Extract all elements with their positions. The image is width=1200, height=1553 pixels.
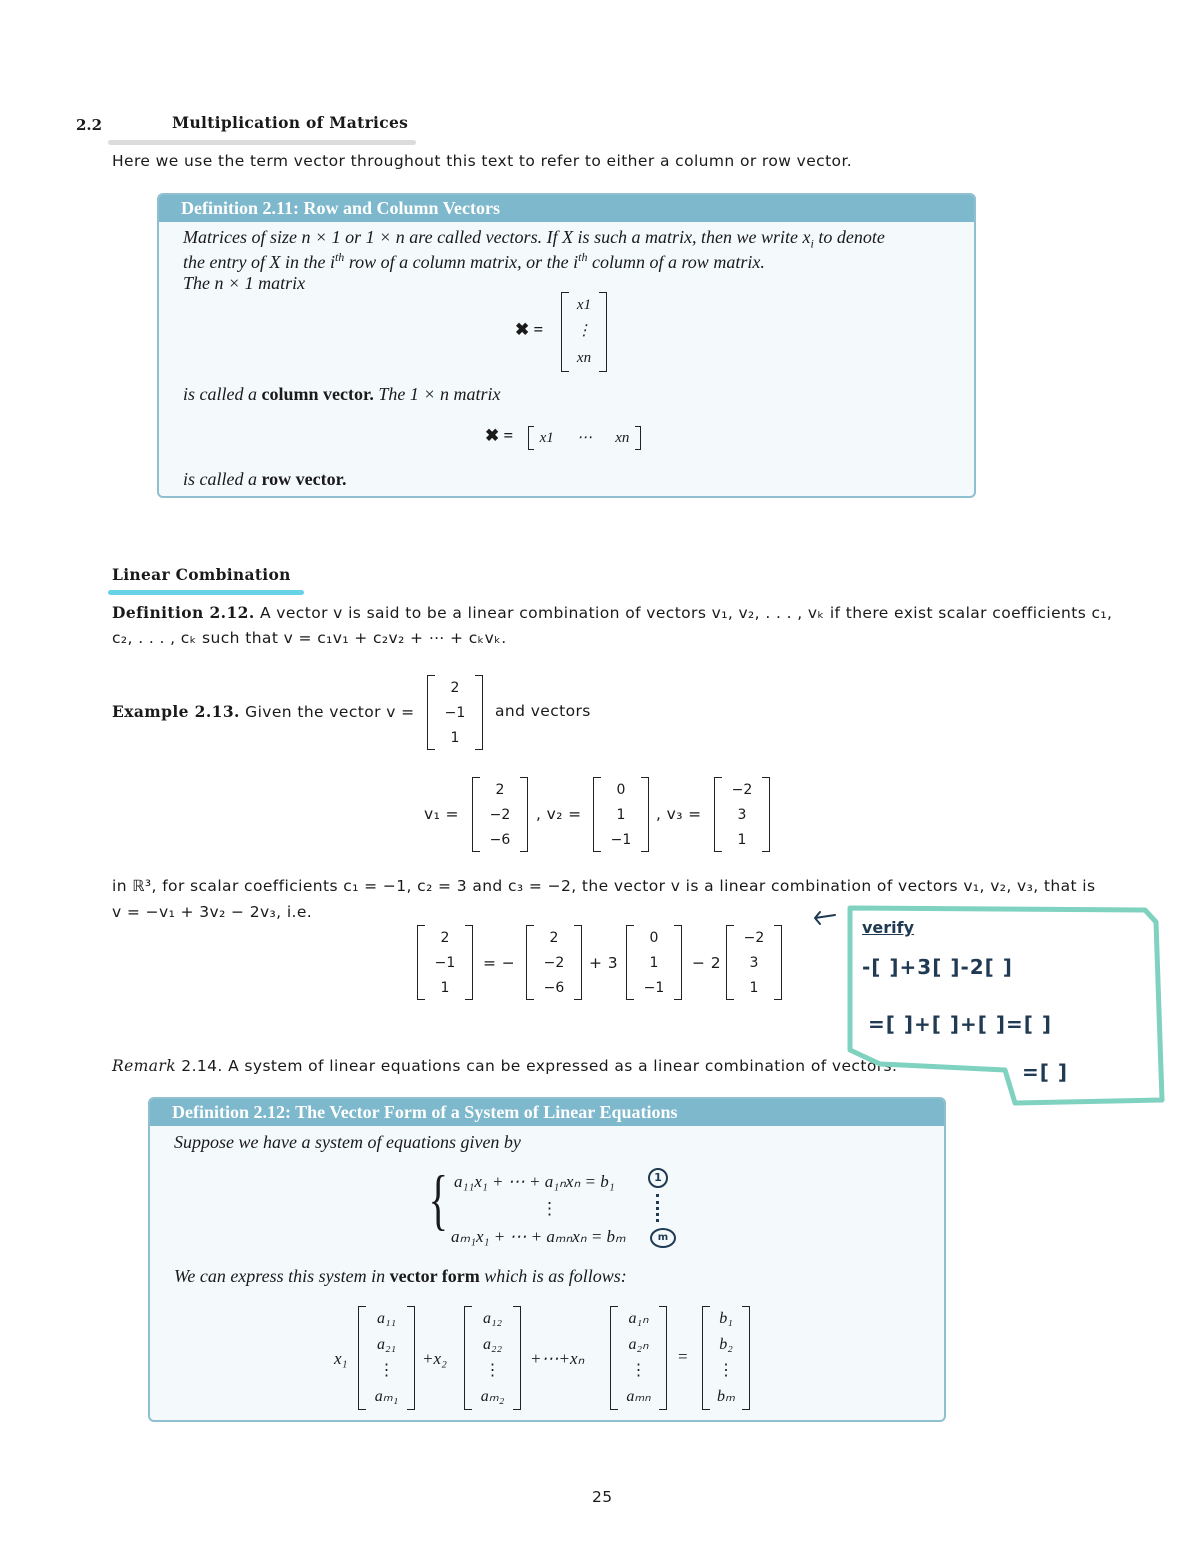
equals-sign: = <box>678 1347 688 1366</box>
column-a2: a₁₂ a₂₂ ⋮ aₘ₂ <box>464 1306 521 1410</box>
definition-text-line1: Matrices of size n × 1 or 1 × n are called vectors. If X is such a matrix, then we write $x_i$ to denote <box>183 227 885 251</box>
column-vector-matrix <box>561 292 607 372</box>
row-vector-matrix <box>528 426 641 450</box>
section-title: Multiplication of Matrices <box>172 113 409 132</box>
example-text-post: and vectors <box>495 702 591 720</box>
circled-m-icon: m <box>650 1228 676 1248</box>
matrix-entry: ⋮ <box>576 323 592 340</box>
v1-label: v₁ = <box>424 805 459 823</box>
x-vector-symbol: ✖ = <box>515 320 544 339</box>
eq-vector-v3: −2 3 1 <box>726 925 782 1000</box>
definition-2-12-line2: c₂, . . . , cₖ such that v = c₁v₁ + c₂v₂ + ⋯ + cₖvₖ. <box>112 629 507 647</box>
system-brace: { <box>428 1161 449 1237</box>
example-heading: Example 2.13. Given the vector v = <box>112 702 415 721</box>
subsection-heading: Linear Combination <box>112 565 291 584</box>
vector-form-intro: We can express this system in vector form which is as follows: <box>174 1266 627 1286</box>
column-a1: a₁₁ a₂₁ ⋮ aₘ₁ <box>358 1306 415 1410</box>
vector-v: 2 −1 1 <box>427 675 483 750</box>
vector-v2: 0 1 −1 <box>593 777 649 852</box>
system-equation-dots: ⋮ <box>541 1199 558 1218</box>
definition-text-line3: The n × 1 matrix <box>183 273 306 293</box>
section-underline <box>108 140 416 145</box>
eq-vector-v1: 2 −2 −6 <box>526 925 582 1000</box>
verify-row-2: =[ ]+[ ]+[ ]=[ ] <box>868 1012 1053 1036</box>
system-equation-m: aₘ₁x₁ + ⋯ + aₘₙxₙ = bₘ <box>451 1227 626 1246</box>
definition-2-12-line1: Definition 2.12. A vector v is said to be a linear combination of vectors v₁, v₂, . . . , vₖ if there exist scalar coefficients c₁, <box>112 603 1113 622</box>
matrix-entry: ⋯ <box>577 429 592 446</box>
column-b: b₁ b₂ ⋮ bₘ <box>702 1306 750 1410</box>
row-vector-caption: is called a row vector. <box>183 469 347 489</box>
definition-title: Definition 2.11: Row and Column Vectors <box>159 195 974 222</box>
column-an: a₁ₙ a₂ₙ ⋮ aₘₙ <box>610 1306 667 1410</box>
matrix-entry: x1 <box>539 429 554 446</box>
system-equation-1: a₁₁x₁ + ⋯ + a₁ₙxₙ = b₁ <box>454 1172 615 1191</box>
section-number: 2.2 <box>76 116 103 134</box>
handwritten-verify-annotation <box>800 900 1170 1120</box>
eq-op-plus3: + 3 <box>589 954 618 972</box>
circled-one-icon: 1 <box>648 1168 668 1188</box>
definition-text-line2: the entry of X in the $i^{th}$ row of a column matrix, or the $i^{th}$ column of a row matrix. <box>183 250 765 272</box>
dotted-line <box>656 1194 659 1222</box>
vector-v3: −2 3 1 <box>714 777 770 852</box>
example-explanation-line1: in ℝ³, for scalar coefficients c₁ = −1, c₂ = 3 and c₃ = −2, the vector v is a linear combination of vectors v₁, v₂, v₃, that is <box>112 877 1096 895</box>
coef-x1: x₁ <box>334 1349 348 1368</box>
v2-label: , v₂ = <box>536 805 582 823</box>
remark-2-14: Remark 2.14. A system of linear equations can be expressed as a linear combination of vectors. <box>112 1057 898 1075</box>
verify-row-3: =[ ] <box>1022 1060 1069 1084</box>
v3-label: , v₃ = <box>656 805 702 823</box>
system-intro: Suppose we have a system of equations given by <box>174 1132 521 1152</box>
x-vector-symbol: ✖ = <box>485 426 514 445</box>
eq-op-minus2: − 2 <box>692 954 721 972</box>
eq-vector-v: 2 −1 1 <box>417 925 473 1000</box>
vector-v1: 2 −2 −6 <box>472 777 528 852</box>
definition-title: Definition 2.12: The Vector Form of a System of Linear Equations <box>150 1099 944 1126</box>
coef-x2: +x₂ <box>422 1349 447 1368</box>
coef-xn: +⋯+xₙ <box>530 1349 585 1368</box>
example-explanation-line2: v = −v₁ + 3v₂ − 2v₃, i.e. <box>112 903 313 921</box>
eq-vector-v2: 0 1 −1 <box>626 925 682 1000</box>
matrix-entry: xn <box>615 429 630 446</box>
verify-label: verify <box>862 918 915 937</box>
matrix-entry: xn <box>576 350 592 367</box>
subsection-underline <box>108 590 304 595</box>
intro-paragraph: Here we use the term vector throughout this text to refer to either a column or row vector. <box>112 152 853 170</box>
verify-row-1: -[ ]+3[ ]-2[ ] <box>862 955 1013 979</box>
eq-op-minus: = − <box>483 954 516 972</box>
matrix-entry: x1 <box>576 296 592 313</box>
column-vector-caption: is called a column vector. The 1 × n matrix <box>183 384 501 404</box>
page-number: 25 <box>592 1488 613 1506</box>
